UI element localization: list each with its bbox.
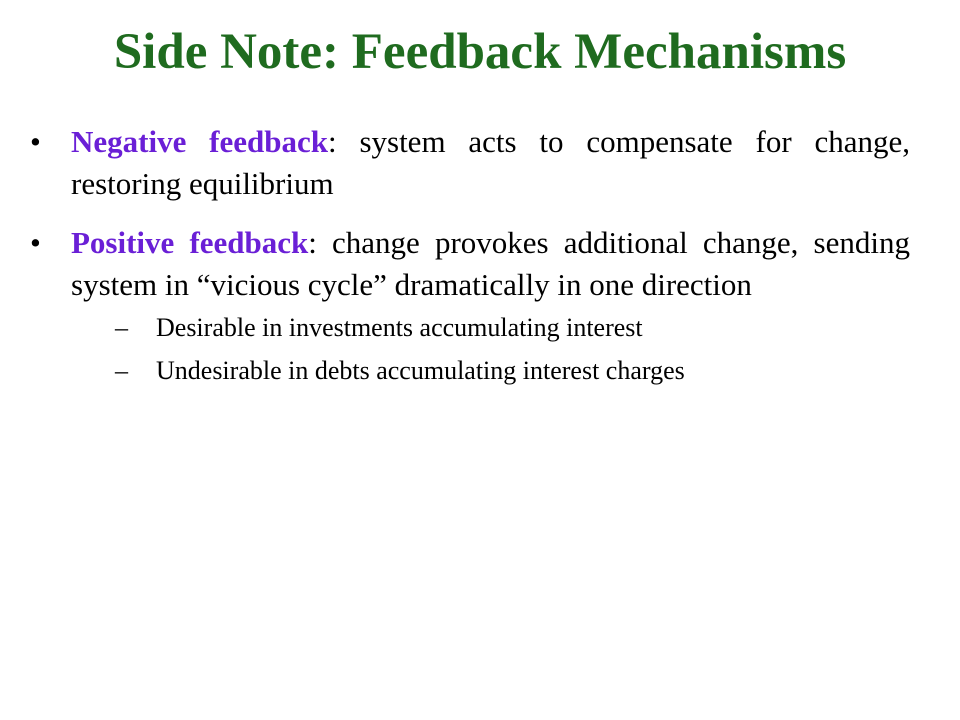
- bullet-list: [30, 121, 910, 409]
- bullet-text: : change provokes additional change, sending system in “vicious cycle” dramatically in one direction: [71, 225, 910, 302]
- sub-bullet-text: Desirable in investments accumulating interest: [156, 313, 643, 342]
- bullet-text: : system acts to compensate for change, restoring equilibrium: [71, 124, 910, 201]
- slide-title: Side Note: Feedback Mechanisms: [113, 24, 847, 80]
- bullet-negative-feedback: [30, 121, 910, 205]
- bullet-positive-feedback: [30, 222, 910, 392]
- bullet-dot-icon: •: [30, 225, 41, 260]
- dash-icon: –: [115, 313, 128, 342]
- bullet-term: Positive feedback: [71, 225, 309, 260]
- sub-bullet-list: [71, 307, 910, 392]
- sub-bullet-debts: [71, 350, 910, 392]
- dash-icon: –: [115, 356, 128, 385]
- sub-bullet-investments: [71, 307, 910, 349]
- sub-bullet-text: Undesirable in debts accumulating interest charges: [156, 356, 685, 385]
- bullet-dot-icon: •: [30, 124, 41, 159]
- bullet-term: Negative feedback: [71, 124, 328, 159]
